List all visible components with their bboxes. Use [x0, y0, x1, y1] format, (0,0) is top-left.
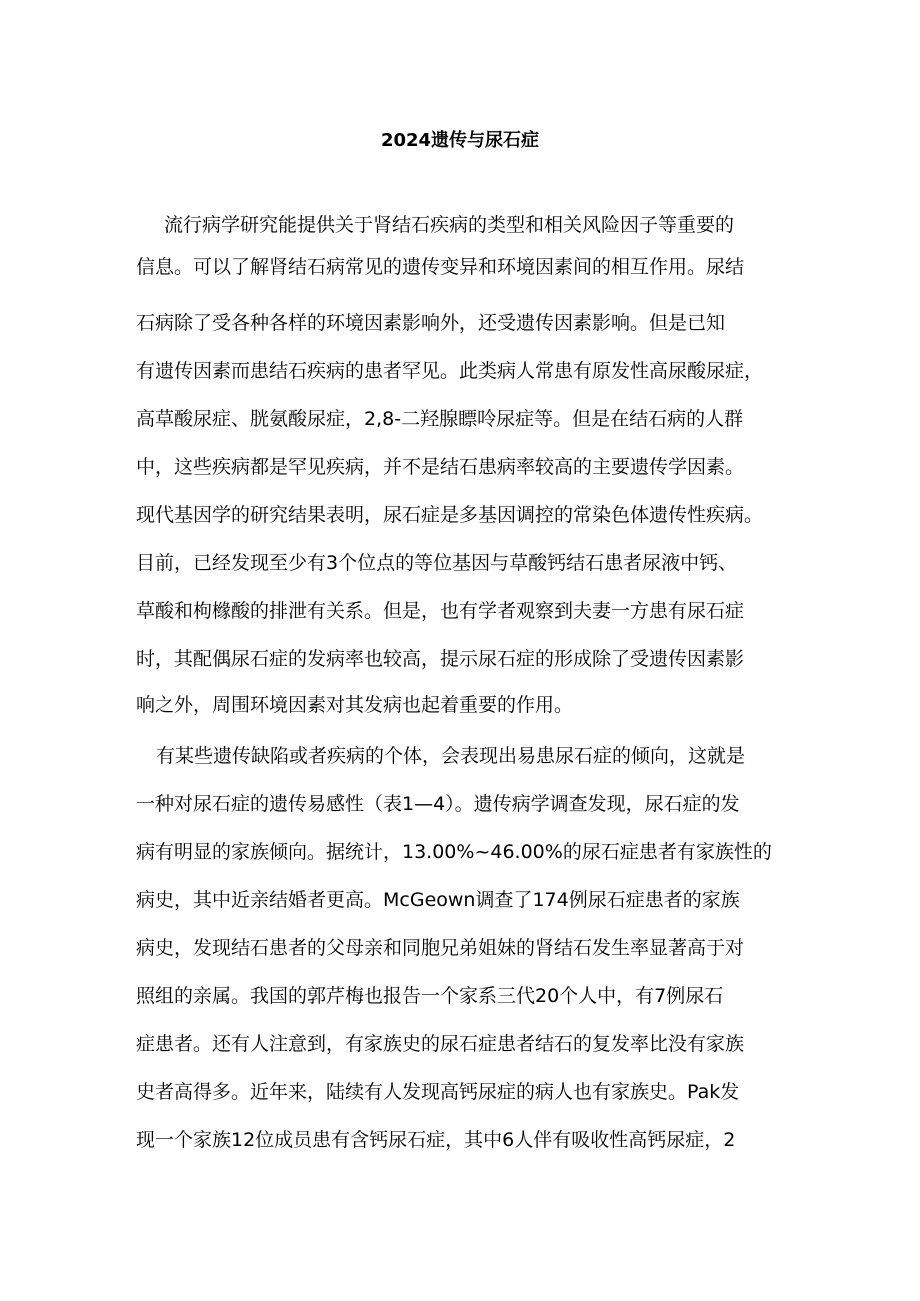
paragraph-1-line-5: 高草酸尿症、胱氨酸尿症，2,8-二羟腺瞟呤尿症等。但是在结石病的人群	[136, 408, 744, 430]
paragraph-2-line-3: 病有明显的家族倾向。据统计，13.00%~46.00%的尿石症患者有家族性的	[136, 841, 772, 863]
paragraph-1-line-10: 时，其配偶尿石症的发病率也较高，提示尿石症的形成除了受遗传因素影	[136, 648, 745, 670]
paragraph-2-line-6: 照组的亲属。我国的郭芹梅也报告一个家系三代20个人中，有7例尿石	[136, 985, 724, 1007]
paragraph-2-line-7: 症患者。还有人注意到，有家族史的尿石症患者结石的复发率比没有家族	[136, 1033, 745, 1055]
paragraph-1-line-7: 现代基因学的研究结果表明，尿石症是多基因调控的常染色体遗传性疾病。	[136, 504, 764, 526]
paragraph-1-line-2: 信息。可以了解肾结石病常见的遗传变异和环境因素间的相互作用。尿结	[136, 256, 745, 278]
paragraph-1-line-3: 石病除了受各种各样的环境因素影响外，还受遗传因素影响。但是已知	[136, 312, 726, 334]
paragraph-2-line-4: 病史，其中近亲结婚者更高。McGeown调查了174例尿石症患者的家族	[136, 889, 740, 911]
paragraph-1-line-4: 有遗传因素而患结石疾病的患者罕见。此类病人常患有原发性高尿酸尿症，	[136, 360, 764, 382]
paragraph-1-line-1: 流行病学研究能提供关于肾结石疾病的类型和相关风险因子等重要的	[164, 214, 735, 236]
document-title: 2024遗传与尿石症	[380, 130, 540, 151]
paragraph-2-line-8: 史者高得多。近年来，陆续有人发现高钙尿症的病人也有家族史。Pak发	[136, 1081, 740, 1103]
paragraph-2-line-5: 病史，发现结石患者的父母亲和同胞兄弟姐妹的肾结石发生率显著高于对	[136, 937, 745, 959]
paragraph-1-line-8: 目前，已经发现至少有3个位点的等位基因与草酸钙结石患者尿液中钙、	[136, 552, 738, 574]
paragraph-2-line-9: 现一个家族12位成员患有含钙尿石症，其中6人伴有吸收性高钙尿症，2	[136, 1129, 736, 1151]
paragraph-1-line-6: 中，这些疾病都是罕见疾病，并不是结石患病率较高的主要遗传学因素。	[136, 456, 745, 478]
paragraph-1-line-11: 响之外，周围环境因素对其发病也起着重要的作用。	[136, 694, 574, 716]
paragraph-1-line-9: 草酸和枸橼酸的排泄有关系。但是，也有学者观察到夫妻一方患有尿石症	[136, 600, 745, 622]
paragraph-2-line-2: 一种对尿石症的遗传易感性（表1—4）。遗传病学调查发现，尿石症的发	[136, 793, 740, 815]
paragraph-2-line-1: 有某些遗传缺陷或者疾病的个体，会表现出易患尿石症的倾向，这就是	[156, 745, 746, 767]
